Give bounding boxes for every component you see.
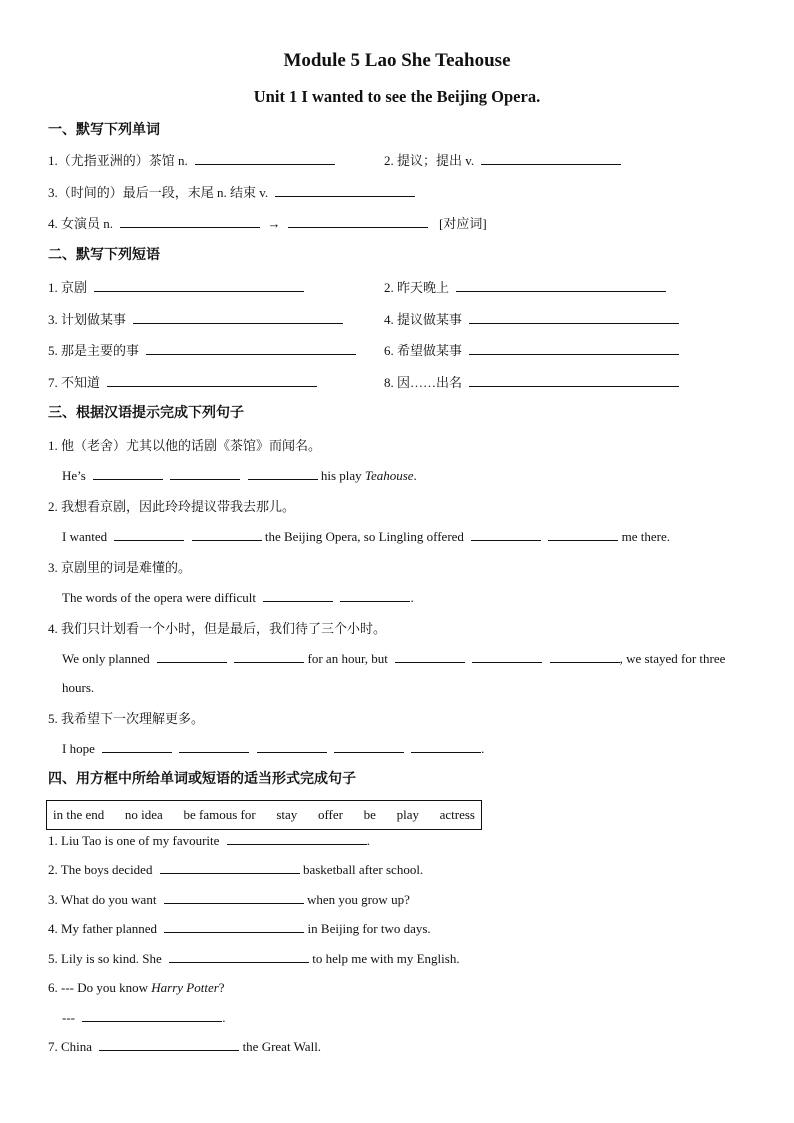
s1-q3-prompt: 3.（时间的）最后一段，末尾 n. 结束 v. <box>48 185 269 200</box>
s2-item-prompt: 6. 希望做某事 <box>384 343 463 358</box>
module-title: Module 5 Lao She Teahouse <box>283 50 511 71</box>
sentence-text: We only planned <box>62 651 150 666</box>
s3-q5-chinese: 5. 我希望下一次理解更多。 <box>48 711 205 726</box>
word-bank <box>46 800 482 830</box>
s2-item-prompt: 4. 提议做某事 <box>384 312 463 327</box>
answer-blank[interactable] <box>471 528 541 541</box>
s3-q3-english <box>62 589 414 607</box>
section3-heading: 三、根据汉语提示完成下列句子 <box>48 406 244 421</box>
sentence-text: the Beijing Opera, so Lingling offered <box>264 529 464 544</box>
s4-q5 <box>48 950 460 968</box>
answer-blank[interactable] <box>275 184 415 197</box>
answer-blank[interactable] <box>192 528 262 541</box>
word-bank-item: play <box>396 807 419 822</box>
answer-blank[interactable] <box>179 740 249 753</box>
sentence-text: 6. --- Do you know <box>48 980 149 995</box>
sentence-text: when you grow up? <box>306 892 410 907</box>
answer-blank[interactable] <box>550 650 620 663</box>
s3-q5-english <box>62 740 484 758</box>
sentence-text: The words of the opera were difficult <box>62 590 256 605</box>
answer-blank[interactable] <box>93 467 163 480</box>
s3-q2-chinese: 2. 我想看京剧，因此玲玲提议带我去那儿。 <box>48 499 296 514</box>
answer-blank[interactable] <box>257 740 327 753</box>
answer-blank[interactable] <box>107 374 317 387</box>
sentence-text: for an hour, but <box>307 651 388 666</box>
answer-blank[interactable] <box>164 891 304 904</box>
s2-item-prompt: 7. 不知道 <box>48 375 101 390</box>
answer-blank[interactable] <box>164 920 304 933</box>
word-bank-item: stay <box>276 807 298 822</box>
s4-q4 <box>48 920 431 938</box>
answer-blank[interactable] <box>340 589 410 602</box>
sentence-text: 1. Liu Tao is one of my favourite <box>48 833 220 848</box>
s1-q2 <box>384 152 621 170</box>
answer-blank[interactable] <box>469 342 679 355</box>
s3-q2-english <box>62 528 670 546</box>
s2-item <box>384 311 679 329</box>
s4-q2 <box>48 861 423 879</box>
sentence-text: . <box>410 590 414 605</box>
sentence-text: . <box>366 833 370 848</box>
sentence-text: . <box>222 1010 226 1025</box>
s1-q3 <box>48 184 415 202</box>
sentence-text: , we stayed for three <box>619 651 726 666</box>
word-bank-item: in the end <box>53 807 105 822</box>
s2-item <box>48 279 304 297</box>
sentence-text: his play <box>320 468 362 483</box>
s3-q4-english-cont: hours. <box>62 680 95 695</box>
sentence-text: . <box>481 741 485 756</box>
word-bank-item: be famous for <box>183 807 256 822</box>
answer-blank[interactable] <box>82 1009 222 1022</box>
s3-q1-chinese: 1. 他（老舍）尤其以他的话剧《茶馆》而闻名。 <box>48 438 322 453</box>
sentence-text: 4. My father planned <box>48 921 158 936</box>
answer-blank[interactable] <box>456 279 666 292</box>
answer-blank[interactable] <box>234 650 304 663</box>
answer-blank[interactable] <box>114 528 184 541</box>
section4-heading: 四、用方框中所给单词或短语的适当形式完成句子 <box>48 772 356 787</box>
answer-blank[interactable] <box>469 311 679 324</box>
section2-heading: 二、默写下列短语 <box>48 248 160 263</box>
sentence-text: ? <box>218 980 225 995</box>
s4-q6-reply <box>62 1009 226 1027</box>
answer-blank[interactable] <box>481 152 621 165</box>
sentence-text: to help me with my English. <box>312 951 460 966</box>
word-bank-item: be <box>363 807 376 822</box>
sentence-text: 3. What do you want <box>48 892 157 907</box>
s2-item <box>48 311 343 329</box>
s4-q3 <box>48 891 410 909</box>
sentence-text: 2. The boys decided <box>48 862 153 877</box>
sentence-text: I hope <box>62 741 95 756</box>
sentence-text: --- <box>62 1010 75 1025</box>
answer-blank[interactable] <box>94 279 304 292</box>
answer-blank[interactable] <box>169 950 309 963</box>
answer-blank[interactable] <box>288 215 428 228</box>
sentence-text: He’s <box>62 468 86 483</box>
answer-blank[interactable] <box>146 342 356 355</box>
s4-q6 <box>48 979 225 997</box>
sentence-text: in Beijing for two days. <box>307 921 431 936</box>
answer-blank[interactable] <box>248 467 318 480</box>
book-title: Harry Potter <box>151 980 219 995</box>
s1-q4 <box>48 215 487 233</box>
sentence-text: 7. China <box>48 1039 93 1054</box>
play-title: Teahouse <box>364 468 414 483</box>
sentence-text: . <box>413 468 417 483</box>
s1-q1-prompt: 1.（尤指亚洲的）茶馆 n. <box>48 153 188 168</box>
sentence-text: I wanted <box>62 529 108 544</box>
answer-blank[interactable] <box>157 650 227 663</box>
answer-blank[interactable] <box>120 215 260 228</box>
answer-blank[interactable] <box>195 152 335 165</box>
answer-blank[interactable] <box>334 740 404 753</box>
s4-q7 <box>48 1038 321 1056</box>
s2-item-prompt: 5. 那是主要的事 <box>48 343 140 358</box>
s2-item <box>384 374 679 392</box>
s1-q4-prompt: 4. 女演员 n. <box>48 216 114 231</box>
s2-item-prompt: 3. 计划做某事 <box>48 312 127 327</box>
s3-q3-chinese: 3. 京剧里的词是难懂的。 <box>48 560 192 575</box>
answer-blank[interactable] <box>395 650 465 663</box>
s2-item <box>48 374 317 392</box>
answer-blank[interactable] <box>472 650 542 663</box>
s1-q4-note: [对应词] <box>439 216 487 231</box>
answer-blank[interactable] <box>548 528 618 541</box>
s2-item-prompt: 8. 因……出名 <box>384 375 463 390</box>
sentence-text: basketball after school. <box>302 862 424 877</box>
s1-q2-prompt: 2. 提议；提出 v. <box>384 153 475 168</box>
answer-blank[interactable] <box>227 832 367 845</box>
s2-item-prompt: 2. 昨天晚上 <box>384 280 450 295</box>
answer-blank[interactable] <box>102 740 172 753</box>
sentence-text: me there. <box>621 529 671 544</box>
word-bank-item: offer <box>317 807 343 822</box>
unit-title: Unit 1 I wanted to see the Beijing Opera. <box>253 87 541 106</box>
s2-item <box>384 342 679 360</box>
answer-blank[interactable] <box>469 374 679 387</box>
s3-q4-chinese: 4. 我们只计划看一个小时，但是最后，我们待了三个小时。 <box>48 621 387 636</box>
s1-q1 <box>48 152 335 170</box>
s2-item <box>384 279 666 297</box>
s4-q1 <box>48 832 370 850</box>
s2-item <box>48 342 356 360</box>
section1-heading: 一、默写下列单词 <box>48 123 160 138</box>
word-bank-item: no idea <box>124 807 163 822</box>
s3-q4-english <box>62 650 725 668</box>
s2-item-prompt: 1. 京剧 <box>48 280 88 295</box>
answer-blank[interactable] <box>160 861 300 874</box>
arrow-icon: → <box>267 216 281 231</box>
sentence-text: the Great Wall. <box>242 1039 322 1054</box>
s3-q1-english <box>62 467 417 485</box>
word-bank-item: actress <box>439 807 475 822</box>
answer-blank[interactable] <box>411 740 481 753</box>
answer-blank[interactable] <box>263 589 333 602</box>
answer-blank[interactable] <box>133 311 343 324</box>
sentence-text: 5. Lily is so kind. She <box>48 951 162 966</box>
answer-blank[interactable] <box>170 467 240 480</box>
answer-blank[interactable] <box>99 1038 239 1051</box>
